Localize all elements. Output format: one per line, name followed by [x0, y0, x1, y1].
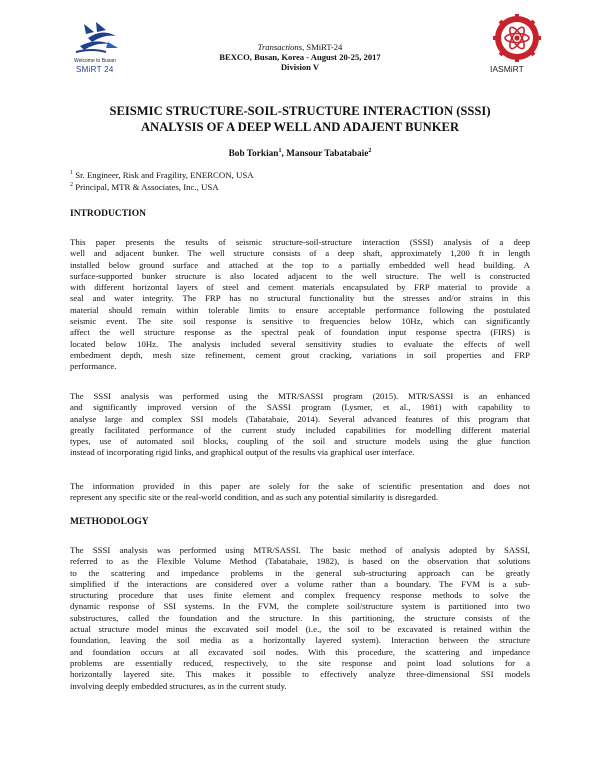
text-line: seal and water integrity. The FRP has no structural functionality but the stresses and/or strains in this	[70, 293, 530, 304]
author-2-marker: 2	[368, 148, 372, 154]
text-line: represent any specific site or the real-world condition, and as such any potential similarity is disregarded.	[70, 492, 439, 503]
text-line: This paper presents the results of seismic structure-soil-structure interaction (SSSI) analysis of a deep	[70, 237, 530, 247]
text-line: affect the well structure response as the spectral peak of foundation input response spectra (FIRS) is	[70, 327, 530, 338]
smirt24-logo-caption: SMiRT 24	[76, 65, 114, 74]
text-line: performance.	[70, 361, 117, 372]
paper-title-line-2: ANALYSIS OF A DEEP WELL AND ADAJENT BUNKER	[140, 120, 460, 134]
transactions-rest: , SMiRT-24	[302, 42, 343, 52]
iasmirt-logo-caption: IASMiRT	[490, 64, 524, 74]
affiliation-1	[70, 170, 254, 180]
text-line: instead of incorporating rigid links, and graphical output of the results via graphical user interface.	[70, 447, 415, 458]
text-line: types, use of automated soil blocks, coupling of the soil and structure models using the glue function	[70, 436, 530, 447]
paper-title-line-1: SEISMIC STRUCTURE-SOIL-STRUCTURE INTERACTION (SSSI)	[109, 104, 491, 118]
methodology-paragraph-1	[70, 545, 530, 692]
text-line: material should remain within tolerable limits to ensure acceptable performance following the postulated	[70, 304, 530, 315]
affiliation-1-marker: 1	[70, 170, 73, 177]
text-line: and significantly improved version of the SASSI program (Lysmer, et al., 1981) with capability to	[70, 402, 530, 413]
introduction-paragraph-3	[70, 481, 530, 504]
text-line: The SSSI analysis was performed using the MTR/SASSI program (2015). MTR/SASSI is an enhanced	[70, 391, 530, 401]
text-line: well and adjacent bunker. The well structure consists of a deep shaft, approximately 1,200 ft in length	[70, 248, 530, 259]
author-1: Bob Torkian	[228, 149, 279, 160]
introduction-paragraph-1	[70, 237, 530, 373]
author-separator: ,	[281, 149, 287, 160]
conference-transactions	[0, 42, 600, 53]
smirt24-logo-caption-small: Welcome to Busan	[74, 58, 116, 64]
transactions-label: Transactions	[257, 42, 303, 52]
introduction-paragraph-2	[70, 391, 530, 459]
text-line: horizontally layered site. This makes it possible to effectively analyze three-dimensional SSI models	[70, 669, 530, 680]
text-line: greatly facilitated performance of the current study included capabilities for modelling different material	[70, 424, 530, 435]
text-line: embedment depth, mesh size refinement, cement grout cracking, variations in soil properties and FRP	[70, 349, 530, 360]
text-line: simplified if the interactions are considered over a volume rather than a boundary. The FVM is a sub-	[70, 578, 530, 589]
conference-venue: BEXCO, Busan, Korea - August 20-25, 2017	[219, 52, 381, 62]
affiliation-2-marker: 2	[70, 182, 73, 189]
text-line: with different horizontal layers of steel and cement materials encapsulated by FRP material to provide a	[70, 282, 530, 293]
affiliation-1-text: Sr. Engineer, Risk and Fragility, ENERCON, USA	[75, 170, 254, 180]
author-1-marker: 1	[278, 148, 282, 154]
introduction-heading: INTRODUCTION	[70, 209, 147, 219]
text-line: to the scattering and impedance problems in the general sub-structuring approach can be greatly	[70, 567, 530, 578]
conference-division: Division V	[280, 62, 320, 72]
text-line: installed below ground surface and attached at the top to a partially embedded well head building. A	[70, 259, 530, 270]
text-line: foundation, leaving the soil media as a horizontally layered system). Interaction between the structure	[70, 635, 530, 646]
author-2: Mansour Tabatabaie	[286, 149, 369, 160]
text-line: involving deeply embedded structures, as in the current study.	[70, 680, 287, 691]
authors	[0, 148, 600, 159]
text-line: The SSSI analysis was performed using MTR/SASSI. The basic method of analysis adopted by SASSI,	[70, 545, 530, 555]
text-line: substructures, called the foundation and the structure. In this partitioning, the structure consists of the	[70, 612, 530, 623]
text-line: seismic event. The site soil response is sensitive to frequencies below 10Hz, which can significantly	[70, 316, 530, 327]
text-line: The information provided in this paper are solely for the sake of scientific presentation and does not	[70, 481, 530, 491]
text-line: located below 10Hz. The analysis included several sensitivity studies to evaluate the effects of well	[70, 338, 530, 349]
text-line: surface-supported bunker structure is also located adjacent to the well structure. The well is constructed	[70, 270, 530, 281]
text-line: analyse large and complex SSI models (Tabatabaie, 2014). Several advanced features of this program that	[70, 413, 530, 424]
methodology-heading: METHODOLOGY	[70, 517, 149, 527]
text-line: dynamic response of SSI systems. In the FVM, the complete soil/structure system is partitioned into two	[70, 601, 530, 612]
text-line: structuring procedure that uses finite element and complex frequency response methods to solve the	[70, 590, 530, 601]
text-line: problems are essentially reduced, respectively, to the site response and point load solutions for a	[70, 657, 530, 668]
affiliation-2-text: Principal, MTR & Associates, Inc., USA	[75, 182, 219, 192]
affiliation-2	[70, 182, 219, 192]
text-line: referred to as the Flexible Volume Method (Tabatabaie, 1982), is based on the observation that solutions	[70, 556, 530, 567]
text-line: actual structure model minus the excavated soil model (i.e., the soil to be excavated is retained within the	[70, 624, 530, 635]
text-line: and foundation occurs at all excavated soil nodes. With this procedure, the scattering and impedance	[70, 646, 530, 657]
